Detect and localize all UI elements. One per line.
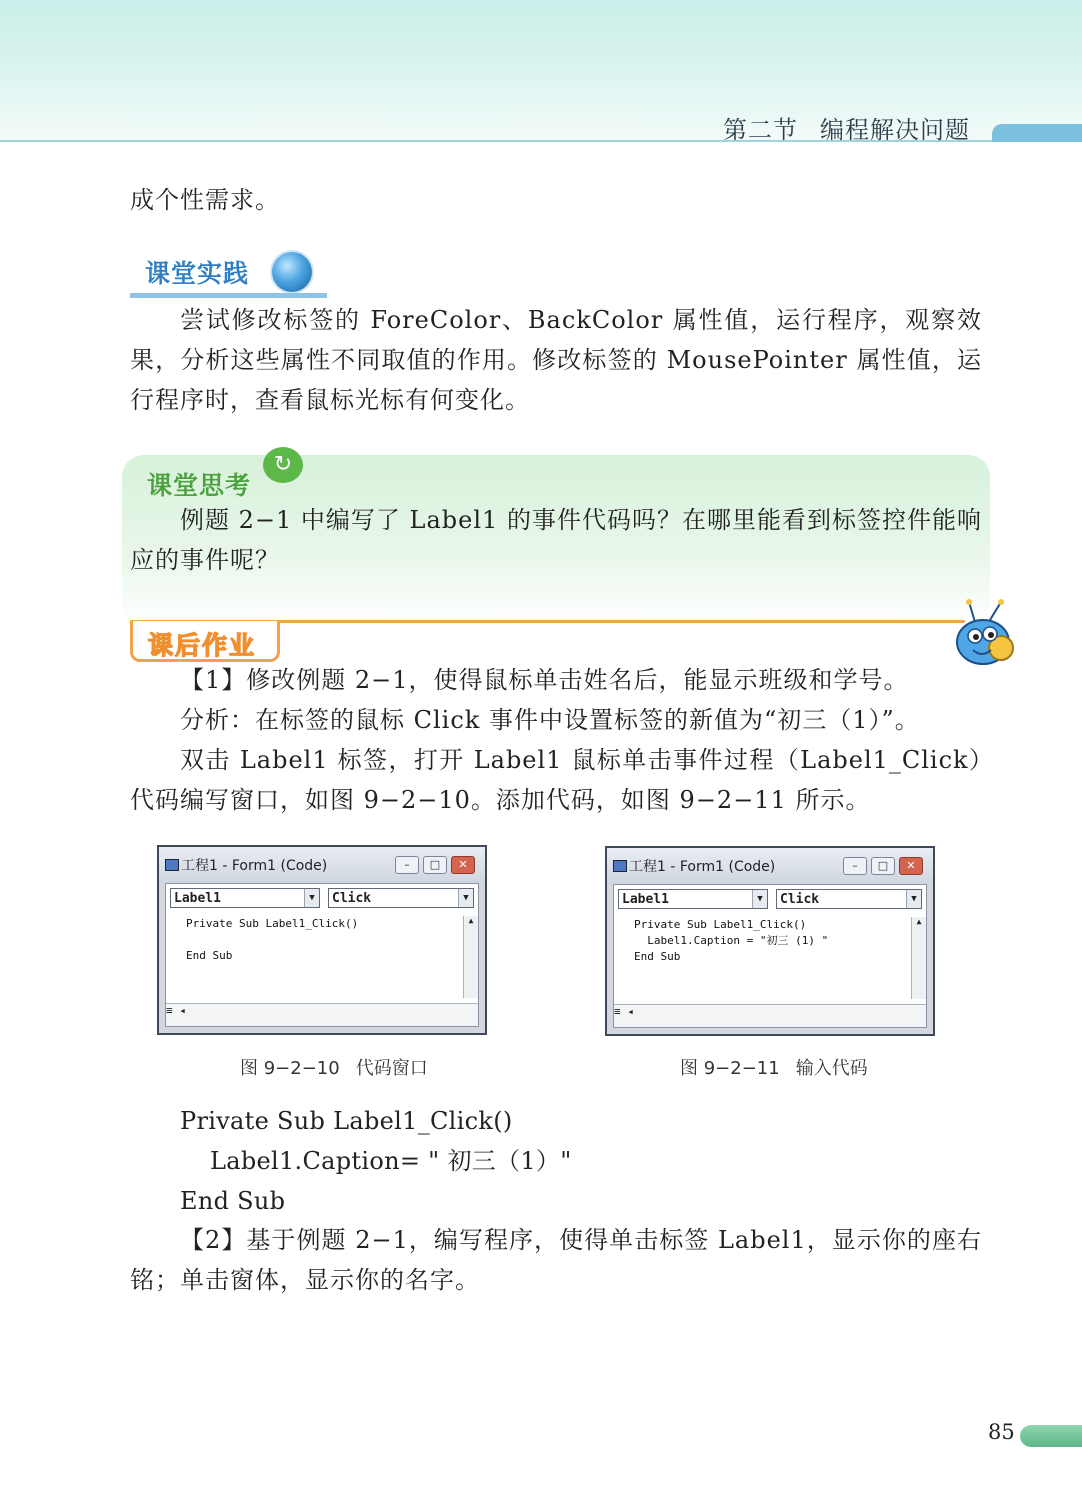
object-combo[interactable] <box>618 889 768 909</box>
window-title: 工程1 - Form1 (Code) <box>629 859 776 875</box>
minimize-button[interactable]: – <box>843 857 867 875</box>
vertical-scrollbar[interactable]: ▲ <box>911 917 926 999</box>
app-icon <box>613 860 627 872</box>
practice-underline <box>130 293 327 298</box>
code-line-1: Private Sub Label1_Click() <box>180 1107 513 1135</box>
recycle-icon: ↻ <box>263 447 303 483</box>
code-window-figure-1 <box>157 845 487 1035</box>
figure-caption-1 <box>240 1054 428 1080</box>
chevron-down-icon: ▼ <box>752 890 767 908</box>
view-toggle-bar[interactable]: ≡ ◂ <box>614 1004 926 1027</box>
caption-text: 代码窗口 <box>355 1058 428 1079</box>
close-button[interactable]: ✕ <box>899 857 923 875</box>
app-icon <box>165 859 179 871</box>
caption-text: 输入代码 <box>795 1058 868 1079</box>
header-tab <box>992 124 1082 142</box>
minimize-button[interactable]: – <box>395 856 419 874</box>
think-paragraph: 例题 2−1 中编写了 Label1 的事件代码吗？在哪里能看到标签控件能响应的事件呢？ <box>130 506 982 574</box>
object-combo-value: Label1 <box>174 891 221 906</box>
view-toggle-bar[interactable]: ≡ ◂ <box>166 1003 478 1026</box>
practice-heading: 课堂实践 <box>145 259 250 288</box>
code-line-2: Label1.Caption= " 初三（1）" <box>210 1147 572 1175</box>
window-titlebar <box>607 848 933 884</box>
page-number: 85 <box>988 1420 1015 1444</box>
homework-item-1: 【1】修改例题 2−1，使得鼠标单击姓名后，能显示班级和学号。 <box>180 666 909 694</box>
think-heading: 课堂思考 <box>147 471 252 500</box>
vertical-scrollbar[interactable]: ▲ <box>463 916 478 998</box>
event-combo[interactable] <box>776 889 922 909</box>
intro-paragraph: 成个性需求。 <box>130 186 280 214</box>
chevron-down-icon: ▼ <box>458 889 473 907</box>
maximize-button[interactable]: □ <box>423 856 447 874</box>
code-line-3: End Sub <box>180 1187 286 1215</box>
header-title: 编程解决问题 <box>820 116 970 144</box>
event-combo[interactable] <box>328 888 474 908</box>
object-combo-value: Label1 <box>622 892 669 907</box>
close-button[interactable]: ✕ <box>451 856 475 874</box>
chevron-down-icon: ▼ <box>906 890 921 908</box>
code-window-figure-2 <box>605 846 935 1036</box>
code-text[interactable]: Private Sub Label1_Click() Label1.Caption = "初三 (1) " End Sub <box>634 918 829 963</box>
homework-analysis: 分析：在标签的鼠标 Click 事件中设置标签的新值为“初三（1）”。 <box>180 706 920 734</box>
homework-steps: 双击 Label1 标签，打开 Label1 鼠标单击事件过程（Label1_Click）代码编写窗口，如图 9−2−10。添加代码，如图 9−2−11 所示。 <box>130 746 982 814</box>
caption-number: 图 9−2−11 <box>680 1058 780 1079</box>
globe-icon <box>272 252 312 292</box>
chevron-down-icon: ▼ <box>304 889 319 907</box>
window-title: 工程1 - Form1 (Code) <box>181 858 328 874</box>
caption-number: 图 9−2−10 <box>240 1058 340 1079</box>
code-pane <box>613 884 927 1028</box>
figure-caption-2 <box>680 1054 868 1080</box>
practice-paragraph: 尝试修改标签的 ForeColor、BackColor 属性值，运行程序，观察效果，分析这些属性不同取值的作用。修改标签的 MousePointer 属性值，运行程序时，查看鼠标光标有何变化。 <box>130 306 982 414</box>
event-combo-value: Click <box>780 892 820 907</box>
header-section: 第二节 <box>723 116 798 144</box>
event-combo-value: Click <box>332 891 372 906</box>
code-pane <box>165 883 479 1027</box>
footer-tab <box>1020 1425 1082 1447</box>
maximize-button[interactable]: □ <box>871 857 895 875</box>
running-header <box>723 110 970 145</box>
code-text[interactable]: Private Sub Label1_Click() End Sub <box>186 917 359 962</box>
homework-item-2: 【2】基于例题 2−1，编写程序，使得单击标签 Label1，显示你的座右铭；单击窗体，显示你的名字。 <box>130 1226 982 1294</box>
homework-heading: 课后作业 <box>148 631 257 660</box>
object-combo[interactable] <box>170 888 320 908</box>
window-titlebar <box>159 847 485 883</box>
